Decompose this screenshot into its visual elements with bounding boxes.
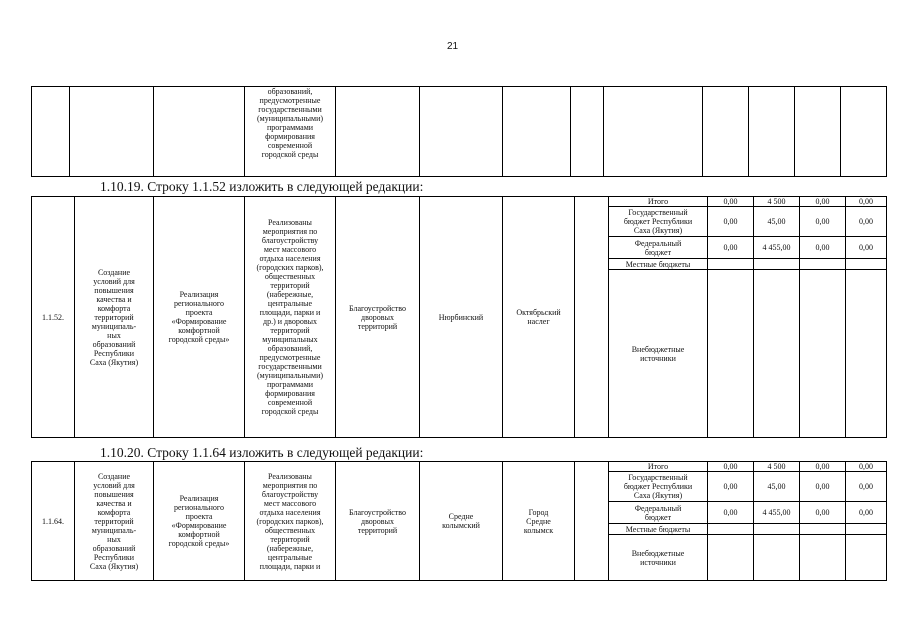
fragment-cell	[841, 87, 887, 177]
funding-value	[846, 259, 887, 270]
row-table-1-1-64	[31, 461, 887, 581]
goal-cell: Создание условий для повышения качества и комфорта территорий муниципаль- ных образований Республики Саха (Якутия)	[75, 197, 154, 438]
funding-source: Государственный бюджет Республики Саха (Якутия)	[609, 472, 708, 502]
funding-value: 0,00	[800, 462, 846, 472]
funding-value	[754, 535, 800, 581]
funding-value: 4 500	[754, 462, 800, 472]
funding-value: 0,00	[800, 207, 846, 237]
funding-value: 0,00	[708, 472, 754, 502]
funding-value: 4 455,00	[754, 237, 800, 259]
funding-value	[846, 524, 887, 535]
funding-source: Местные бюджеты	[609, 524, 708, 535]
direction-cell: Благоустройство дворовых территорий	[336, 462, 420, 581]
project-cell: Реализация регионального проекта «Формирование комфортной городской среды»	[154, 197, 245, 438]
funding-value: 0,00	[846, 502, 887, 524]
funding-value: 0,00	[708, 462, 754, 472]
measure-cell: Реализованы мероприятия по благоустройству мест массового отдыха населения (городских парков), общественных территорий (набережные, центральные площади, парки и	[245, 462, 336, 581]
fragment-cell	[795, 87, 841, 177]
fragment-cell	[336, 87, 420, 177]
funding-value	[800, 524, 846, 535]
funding-value: 0,00	[846, 462, 887, 472]
funding-value: 0,00	[800, 472, 846, 502]
funding-value: 4 500	[754, 197, 800, 207]
funding-source: Федеральный бюджет	[609, 237, 708, 259]
funding-value: 0,00	[846, 197, 887, 207]
row-number: 1.1.52.	[32, 197, 75, 438]
fragment-cell	[420, 87, 503, 177]
fragment-description: образований, предусмотренные государственными (муниципальными) программами формирования современной городской среды	[245, 87, 336, 177]
funding-value: 4 455,00	[754, 502, 800, 524]
fragment-cell	[571, 87, 604, 177]
funding-value: 45,00	[754, 472, 800, 502]
fragment-cell	[604, 87, 703, 177]
fragment-table	[31, 86, 887, 177]
funding-value	[800, 259, 846, 270]
funding-value: 0,00	[846, 472, 887, 502]
measure-cell: Реализованы мероприятия по благоустройству мест массового отдыха населения (городских парков), общественных территорий (набережные, центральные площади, парки и др.) и дворовых территорий муниципальных образований, предусмотренные государственными (муниципальными) программами формирования современной городской среды	[245, 197, 336, 438]
fragment-cell	[70, 87, 154, 177]
direction-cell: Благоустройство дворовых территорий	[336, 197, 420, 438]
section-heading: 1.10.19. Строку 1.1.52 изложить в следующей редакции:	[100, 179, 424, 194]
district-cell: Средне колымский	[420, 462, 503, 581]
funding-value	[754, 270, 800, 438]
funding-value	[800, 535, 846, 581]
fragment-cell	[703, 87, 749, 177]
fragment-cell	[154, 87, 245, 177]
funding-value: 0,00	[800, 237, 846, 259]
funding-source: Внебюджетные источники	[609, 535, 708, 581]
funding-value	[800, 270, 846, 438]
funding-value: 0,00	[708, 207, 754, 237]
funding-value	[708, 535, 754, 581]
funding-source: Внебюджетные источники	[609, 270, 708, 438]
fragment-cell	[749, 87, 795, 177]
empty-cell	[575, 197, 609, 438]
funding-source: Итого	[609, 197, 708, 207]
settlement-cell: Город Средне колымск	[503, 462, 575, 581]
funding-value	[846, 535, 887, 581]
row-number: 1.1.64.	[32, 462, 75, 581]
district-cell: Нюрбинский	[420, 197, 503, 438]
funding-value: 0,00	[800, 502, 846, 524]
empty-cell	[575, 462, 609, 581]
funding-source: Федеральный бюджет	[609, 502, 708, 524]
funding-value: 0,00	[708, 502, 754, 524]
funding-value: 0,00	[708, 237, 754, 259]
row-table-1-1-52	[31, 196, 887, 438]
funding-value: 45,00	[754, 207, 800, 237]
funding-value	[708, 259, 754, 270]
funding-value: 0,00	[800, 197, 846, 207]
funding-value	[708, 524, 754, 535]
project-cell: Реализация регионального проекта «Формирование комфортной городской среды»	[154, 462, 245, 581]
funding-value	[754, 259, 800, 270]
funding-source: Государственный бюджет Республики Саха (Якутия)	[609, 207, 708, 237]
funding-value: 0,00	[708, 197, 754, 207]
goal-cell: Создание условий для повышения качества и комфорта территорий муниципаль- ных образований Республики Саха (Якутия)	[75, 462, 154, 581]
funding-value	[708, 270, 754, 438]
funding-value	[846, 270, 887, 438]
fragment-cell	[32, 87, 70, 177]
funding-source: Итого	[609, 462, 708, 472]
fragment-cell	[503, 87, 571, 177]
funding-value: 0,00	[846, 207, 887, 237]
funding-source: Местные бюджеты	[609, 259, 708, 270]
settlement-cell: Октябрьский наслег	[503, 197, 575, 438]
page-number: 21	[446, 41, 459, 52]
funding-value	[754, 524, 800, 535]
section-heading: 1.10.20. Строку 1.1.64 изложить в следующей редакции:	[100, 445, 424, 460]
funding-value: 0,00	[846, 237, 887, 259]
